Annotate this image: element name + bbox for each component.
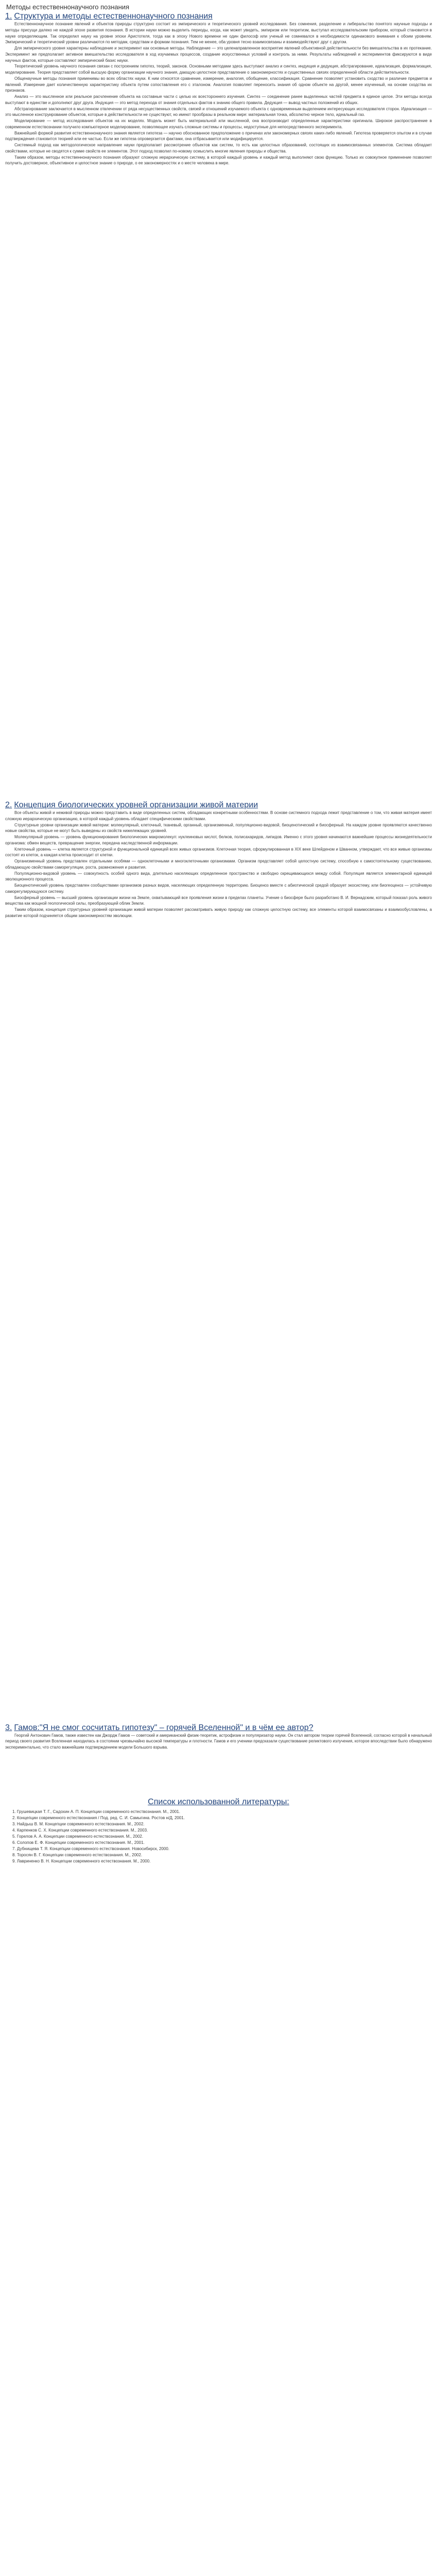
section-number: 2.	[5, 801, 12, 809]
paragraph: Биоценотический уровень представлен сообществами организмов разных видов, населяющих определенную территорию. Биоценоз вместе с абиотической средой образует экосистему, или биогеоценоз — устойчивую саморегулирующуюся систему.	[5, 883, 432, 894]
section-title: Структура и методы естественнонаучного познания	[14, 12, 213, 21]
paragraph: Анализ — это мысленное или реальное расчленение объекта на составные части с целью их всестороннего изучения. Синтез — соединение ранее выделенных частей предмета в единое целое. Эти методы всегда выступают в единстве и дополняют друг друга. Индукция — это метод перехода от знания отдельных фактов к знанию общего правила. Дедукция — вывод частных положений из общих.	[5, 94, 432, 105]
section-heading[interactable]	[5, 11, 432, 21]
paragraph: Системный подход как методологическое направление науки предполагает рассмотрение объектов как систем, то есть как целостных образований, состоящих из взаимосвязанных элементов. Система обладает свойствами, которые не сводятся к сумме свойств ее элементов. Этот подход позволил по-новому осмыслить многие явления природы и общества.	[5, 143, 432, 154]
reference-item: 9. Лавриненко В. Н. Концепции современного естествознания. М., 2000.	[12, 1858, 151, 1863]
reference-item: 8. Торосян В. Г. Концепции современного естествознания. М., 2002.	[12, 1852, 143, 1857]
paragraph: Для эмпирического уровня характерны наблюдение и эксперимент как основные методы. Наблюдение — это целенаправленное восприятие явлений объективной действительности без вмешательства в их протекание. Эксперимент же предполагает активное вмешательство исследователя в ход изучаемых процессов, создание искусственных условий и контроль за ними. Результаты наблюдений и экспериментов фиксируются в виде научных фактов, которые составляют эмпирический базис науки.	[5, 46, 432, 63]
paragraph: Молекулярный уровень — уровень функционирования биологических макромолекул: нуклеиновых кислот, белков, полисахаридов, липидов. Именно с этого уровня начинаются важнейшие процессы жизнедеятельности организма: обмен веществ, превращение энергии, передача наследственной информации.	[5, 835, 432, 845]
paragraph: Организменный уровень представлен отдельными особями — одноклеточными и многоклеточными организмами. Организм представляет собой целостную систему, способную к самостоятельному существованию, обладающую свойствами саморегуляции, роста, размножения и развития.	[5, 859, 432, 870]
paragraph: Таким образом, концепция структурных уровней организации живой материи позволяет рассматривать живую природу как сложную целостную систему, все элементы которой взаимосвязаны и взаимообусловлены, а развитие которой подчиняется общим закономерностям эволюции.	[5, 907, 432, 918]
document-title: Методы естественнонаучного познания	[6, 3, 130, 11]
paragraph: Таким образом, методы естественнонаучного познания образуют сложную иерархическую систему, в которой каждый уровень и каждый метод выполняют свою функцию. Только их совокупное применение позволяет получить достоверное, объективное и целостное знание о природе, о ее закономерностях и о месте человека в мире.	[5, 155, 432, 166]
spacer	[5, 1751, 432, 1797]
section-3	[5, 1723, 432, 1751]
paragraph: Общенаучные методы познания применимы во всех областях науки. К ним относятся сравнение, измерение, аналогия, обобщение, классификация. Сравнение позволяет установить сходство и различие предметов и явлений. Измерение дает количественную характеристику объекта путем сопоставления его с эталоном. Аналогия позволяет переносить знания об одном объекте на другой, менее изученный, на основе сходства их признаков.	[5, 76, 432, 93]
paragraph: Структурные уровни организации живой материи: молекулярный, клеточный, тканевый, органный, организменный, популяционно-видовой, биоценотический и биосферный. На каждом уровне проявляются качественно новые свойства, которые не могут быть выведены из свойств нижележащих уровней.	[5, 822, 432, 834]
section-number: 1.	[5, 12, 12, 21]
reference-item: 5. Горелов А. А. Концепции современного естествознания. М., 2002.	[12, 1834, 144, 1839]
section-body	[5, 810, 432, 919]
spacer	[5, 166, 432, 800]
spacer	[5, 919, 432, 1723]
paragraph: Популяционно-видовой уровень — совокупность особей одного вида, длительно населяющих определенное пространство и свободно скрещивающихся между собой. Популяция является элементарной единицей эволюционного процесса.	[5, 871, 432, 882]
paragraph: Клеточный уровень — клетка является структурной и функциональной единицей всех живых организмов. Клеточная теория, сформулированная в XIX веке Шлейденом и Шванном, утверждает, что все живые организмы состоят из клеток, а каждая клетка происходит от клетки.	[5, 846, 432, 858]
reference-item: 6. Солопов Е. Ф. Концепции современного естествознания. М., 2001.	[12, 1840, 145, 1845]
section-title: Гамов:"Я не смог сосчитать гипотезу" – горячей Вселенной" и в чём ее автор?	[14, 1723, 313, 1732]
reference-item: 4. Карпенков С. Х. Концепции современного естествознания. М., 2003.	[12, 1827, 148, 1833]
paragraph: Естественнонаучное познание явлений и объектов природы структурно состоит из эмпирического и теоретического уровней исследования. Без сомнения, разделение и либеральство понятого научные подходы и методы присущи далеко не каждой эпохе развития познания. В истории науки можно выделить периоды, когда, как может увидеть, эмпиризм или теоретизм, выступал исследовательским прибором, который становится в науке определяющим. Так определил науку на уровне эпохи Аристотеля, тогда как в эпоху Нового времени не один философ или ученый не сомневался в необходимости одинакового внимания к обоим уровням. Эмпирический и теоретический уровни различаются по методам, средствам и формам познания. Тем не менее, оба уровня тесно взаимосвязаны и взаимодействуют друг с другом.	[5, 22, 432, 45]
references	[5, 1797, 432, 1865]
section-title: Концепция биологических уровней организации живой материи	[14, 801, 258, 809]
paragraph: Моделирование — метод исследования объектов на их моделях. Модель может быть материальной или мысленной, она воспроизводит определенные характеристики оригинала. Широкое распространение в современном естествознании получило компьютерное моделирование, позволяющее изучать сложные системы и процессы, недоступные для непосредственного эксперимента.	[5, 118, 432, 129]
reference-item: 3. Найдыш В. М. Концепции современного естествознания. М., 2002.	[12, 1821, 145, 1826]
section-2	[5, 800, 432, 919]
paragraph: Георгий Антонович Гамов, также известен как Джордж Гамов — советский и американский физик-теоретик, астрофизик и популяризатор науки. Он стал автором теории горячей Вселенной, согласно которой в начальный период своего развития Вселенная находилась в состоянии чрезвычайно высокой температуры и плотности. Гамов и его ученики предсказали существование реликтового излучения, которое впоследствии было обнаружено экспериментально, что стало важнейшим подтверждением модели Большого взрыва.	[5, 1733, 432, 1750]
section-number: 3.	[5, 1723, 12, 1732]
reference-item: 1. Грушевицкая Т. Г., Садохин А. П. Концепции современного естествознания. М., 2001.	[12, 1809, 180, 1814]
section-heading[interactable]	[5, 1723, 432, 1733]
paragraph: Теоретический уровень научного познания связан с построением гипотез, теорий, законов. Основными методами здесь выступают анализ и синтез, индукция и дедукция, абстрагирование, идеализация, формализация, моделирование. Теория представляет собой высшую форму организации научного знания, дающую целостное представление о закономерностях и существенных связях определенной области действительности.	[5, 64, 432, 75]
references-title: Список использованной литературы:	[148, 1797, 289, 1806]
paragraph: Биосферный уровень — высший уровень организации жизни на Земле, охватывающий все проявления жизни в пределах планеты. Учение о биосфере было разработано В. И. Вернадским, который показал роль живого вещества как мощной геологической силы, преобразующей облик Земли.	[5, 895, 432, 906]
section-1	[5, 11, 432, 166]
paragraph: Абстрагирование заключается в мысленном отвлечении от ряда несущественных свойств, связей и отношений изучаемого объекта с одновременным выделением интересующих исследователя сторон. Идеализация — это мысленное конструирование объектов, которые в действительности не существуют, но имеют прообразы в реальном мире: материальная точка, абсолютно черное тело, идеальный газ.	[5, 106, 432, 117]
paragraph: Важнейшей формой развития естественнонаучного знания является гипотеза — научно обоснованное предположение о причинах или закономерных связях каких-либо явлений. Гипотеза проверяется опытом и в случае подтверждения становится теорией или ее частью. Если же гипотеза опровергается фактами, она отбрасывается или модифицируется.	[5, 130, 432, 142]
reference-item: 2. Концепции современного естествознания / Под. ред. С. И. Самыгина. Ростов н/Д, 2001.	[12, 1815, 185, 1820]
section-body	[5, 1733, 432, 1751]
section-body	[5, 21, 432, 166]
reference-item: 7. Дубнищева Т. Я. Концепции современного естествознания. Новосибирск, 2000.	[12, 1846, 169, 1851]
references-list	[12, 1809, 432, 1865]
paragraph: Все объекты живой и неживой природы можно представить в виде определенных систем, обладающих конкретными особенностями. В основе системного подхода лежит представление о том, что живая материя имеет сложную иерархическую организацию, в которой каждый уровень обладает специфическими свойствами.	[5, 810, 432, 821]
section-heading[interactable]	[5, 800, 432, 810]
